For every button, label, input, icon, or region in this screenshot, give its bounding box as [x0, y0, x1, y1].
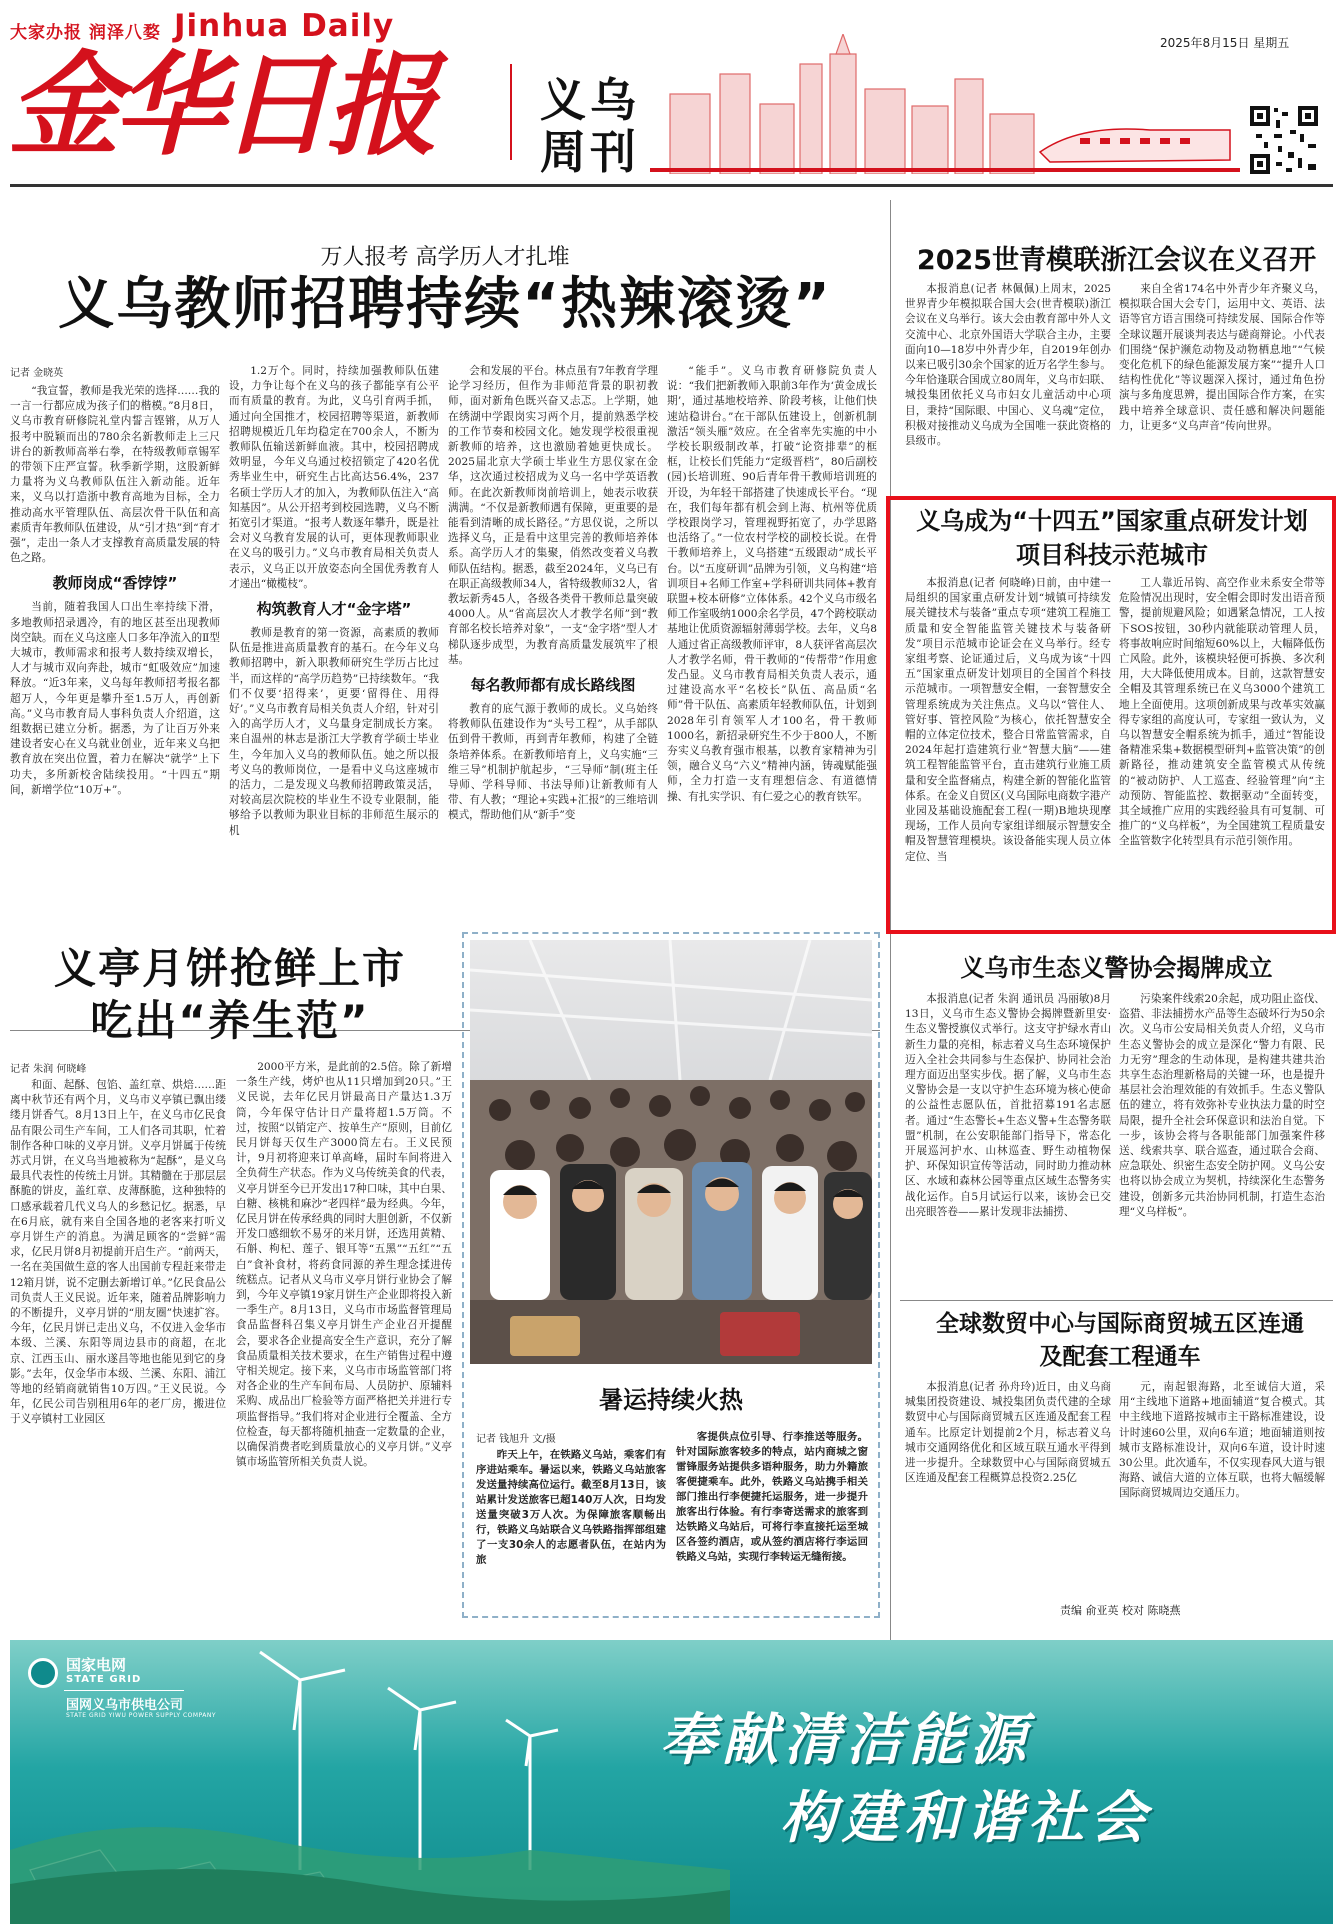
weekly-title-line2: 周刊 [540, 125, 640, 179]
eco-police-column-1 [905, 992, 1111, 1292]
masthead-english-name: Jinhua Daily [174, 8, 395, 44]
lead-subhead-3: 每名教师都有成长路线图 [470, 676, 636, 695]
ad-company-name-en: STATE GRID [66, 1674, 142, 1685]
city-skyline-illustration [650, 34, 1240, 174]
lead-col3b-text: 教育的底气源于教师的成长。义乌始终将教师队伍建设作为“头号工程”，从手部队伍到骨干教师，再到青年教师，构建了全链条培养体系。在新教师培育上，义乌实施“三维三导”机制护航起步，“三导师”制(班主任导师、学科导师、书法导师)让新教师有人带、有人教；“理论+实践+汇报”的三维培训模式，帮助他们从“新手”变 [448, 703, 658, 822]
eco-bottom-rule [900, 1300, 1333, 1301]
photo-col1-text: 昨天上午，在铁路义乌站，乘客们有序进站乘车。暑运以来，铁路义乌站旅客发送量持续高位运行。截至8月13日，该站累计发送旅客已超140万人次，日均发送量突破3万人次。为保障旅客顺畅出行，铁路义乌站联合义乌铁路指挥部组建了一支30余人的志愿者队伍，在站内为旅 [476, 1449, 666, 1566]
weekly-title-line1: 义乌 [540, 73, 640, 127]
ad-logo-divider [64, 1690, 184, 1691]
ad-branch-name: 国网义乌市供电公司 [66, 1698, 184, 1713]
eco-police-headline: 义乌市生态义警协会揭牌成立 [960, 954, 1273, 982]
youth-mun-col2-text: 来自全省174名中外青少年齐聚义乌，模拟联合国大会专门，运用中文、英语、法语等官方语言围绕可持续发展、国际合作等全球议题开展谈判表达与磋商辩论。小代表们围绕“保护濒危动物及动物栖息地”“气候变化危机下的绿色能源发展方案”“提升人口结构性优化”等议题深入探讨，通过角色扮演与多角度思辨，提出国际合作方案，在实践中培养全球意识、责任感和解决问题能力，让更多“义乌声音”传向世界。 [1119, 283, 1325, 432]
photo-col2-text: 客提供点位引导、行李推送等服务。针对国际旅客较多的特点，站内商城之窗雷锋服务站提供多语种服务，助力外籍旅客便捷乘车。此外，铁路义乌站携手相关部门推出行李便捷托运服务，进一步提升旅客出行体验。有行李寄送需求的旅客到达铁路义乌站后，可将行李直接托运至城区各签约酒店，或从签约酒店将行李运回铁路义乌站，实现行李转运无缝衔接。 [676, 1431, 868, 1563]
mooncake-col2-text: 2000平方米，是此前的2.5倍。除了新增一条生产线，烤炉也从11只增加到20只。”王义民说，去年亿民月饼最高日产量达1.3万筒，今年保守估计日产量将超1.5万筒。不过，按照“以销定产、按单生产”原则，目前亿民月饼每天仅生产3000筒左右。王义民预计，9月初将迎来订单高峰，届时车间将进入全负荷生产状态。作为义乌传统美食的代表，义亭月饼至今已开发出17种口味，其中白果、白糖、核桃和麻沙“老四样”最为经典。今年，亿民月饼在传承经典的同时大胆创新，不仅新开发口感细软不易牙的米月饼，还选用黄精、石斛、枸杞、莲子、银耳等“五黑”“五红”“五白”食补食材，将药食同源的养生理念揉进传统糕点。记者从义乌市义亭月饼行业协会了解到，今年义亭镇19家月饼生产企业即将投入新一季生产。8月13日，义乌市市场监督管理局食品监督科召集义亭月饼生产企业召开提醒会，要求各企业提高安全生产意识，充分了解食品质量相关技术要求，在生产销售过程中遵守相关规定。接下来，义乌市市场监管部门将对各企业的生产车间布局、人员防护、原辅料采购、成品出厂检验等方面严格把关并进行专项监督指导。”我们将对企业进行全覆盖、全方位检查，每天都将随机抽查一定数量的企业，以确保消费者吃到质量放心的义亭月饼。”义亭镇市场监管所相关负责人说。 [236, 1061, 452, 1469]
lead-byline: 记者 金晓英 [10, 368, 64, 379]
photo-column-2 [676, 1430, 868, 1614]
lead-headline: 义乌教师招聘持续“热辣滚烫” [58, 272, 832, 337]
photo-caption-title: 暑运持续火热 [599, 1386, 743, 1414]
trade-center-col2-text: 元，南起银海路，北至诚信大道，采用“主线地下道路+地面辅道”复合模式。其中主线地下道路按城市主干路标准建设，设计时速60公里，双向6车道；地面辅道则按城市支路标准设计，双向6车道，设计时速30公里。此次通车，不仅实现春风大道与银海路、诚信大道的立体互联，也将大幅缓解国际商贸城周边交通压力。 [1119, 1381, 1325, 1500]
lead-col2b-text: 教师是教育的第一资源，高素质的教师队伍是推进高质量教育的基石。在今年义乌教师招聘中，新入职教师研究生学历占比过半，而这样的“高学历趋势”已持续数年。“我们不仅要‘招得来’，更要‘留得住、用得好’。”义乌市教育局相关负责人介绍，针对引入的高学历人才，义乌量身定制成长方案。来自温州的林志是浙江大学教育学硕士毕业生，今年加入义乌的教师队伍。她之所以报考义乌的教师岗位，一是看中义乌这座城市的活力，二是发现义乌教师招聘政策灵活，对较高层次院校的毕业生不设专业限制，能够给予以教师为职业目标的非师范生展示的机 [229, 627, 439, 837]
mooncake-column-1 [10, 1078, 226, 1618]
trade-center-col1-text: 本报消息(记者 孙舟玲)近日，由义乌商城集团投资建设、城投集团负责代建的全球数贸中心与国际商贸城五区连通及配套工程通车。比原定计划提前2个月，标志着义乌城市交通网络优化和区域互联互通水平得到进一步提升。全球数贸中心与国际商贸城五区连通及配套工程概算总投资2.25亿 [905, 1381, 1111, 1485]
railway-station-crowd-photo [470, 940, 872, 1364]
tech-demo-col1-text: 本报消息(记者 何晓峰)日前，由中建一局组织的国家重点研发计划“城镇可持续发展关键技术与装备”重点专项“建筑工程施工质量和安全智能监管关键技术与装备研发”项目示范城市论证会在义乌举行。经专家组考察、论证通过后，义乌成为该“十四五”国家重点研发计划项目的全国首个科技示范城市。一项智慧安全帽，一套智慧安全管理系统成为关注焦点。义乌以“管住人、管好事、管控风险”为核心，依托智慧安全帽的立体定位技术，整合日常监管需求，自2024年起打造建筑行业“智慧大脑”——建筑工程智能监管平台，直击建筑行业施工质量和安全监督痛点，构建全新的智能化监管体系。在金义自贸区(义乌国际电商数字港产业园及基础设施配套工程(一期)B地块现摩现场，工作人员向专家组详细展示智慧安全帽及智慧管理模块。该设备能实现人员立体定位、当 [905, 577, 1111, 863]
youth-mun-headline: 2025世青模联浙江会议在义召开 [916, 245, 1317, 276]
youth-mun-col1-text: 本报消息(记者 林佩佩)上周末，2025世界青少年模拟联合国大会(世青模联)浙江会议在义乌举行。该大会由教育部中外人文交流中心、北京外国语大学联合主办，主要面向10—18岁中外青少年，自2019年创办以来已吸引30余个国家的近万名学生参与。今年恰逢联合国成立80周年，义乌市妇联、城投集团依托义乌市妇女儿童活动中心项目，秉持“国际眼、中国心、义乌魂”定位，积极对接推动义乌成为全国唯一获此资格的县级市。 [905, 283, 1111, 448]
state-grid-ad-banner [10, 1640, 1333, 1924]
mooncake-headline-line2: 吃出“养生范” [90, 996, 370, 1045]
youth-mun-column-2 [1119, 282, 1325, 492]
masthead-logo: 金华日报 [8, 40, 432, 171]
eco-police-col2-text: 污染案件线索20余起，成功阻止盗伐、盗猎、非法捕捞水产品等生态破坏行为50余次。义乌市公安局相关负责人介绍，义乌市生态义警协会的成立是深化“警力有限、民力无穷”理念的生动体现，是构建共建共治共享生态治理新格局的关键一环，也是提升基层社会治理效能的有效抓手。生态义警队伍的建立，将有效弥补专业执法力量的时空局限，提升全社会环保意识和法治自觉。下一步，该协会将与各职能部门加强案件移送、线索共享、联合巡查，通过联合会商、应急联处、织密生态安全防护网。义乌公安也将以协会成立为契机，持续深化生态警务建设，创新多元共治协同机制，打造生态治理“义乌样板”。 [1119, 993, 1325, 1218]
lead-column-2 [229, 364, 439, 1020]
tech-demo-headline: 义乌成为“十四五”国家重点研发计划项目科技示范城市 [916, 507, 1308, 569]
photo-byline: 记者 钱旭升 文/摄 [476, 1434, 556, 1445]
mooncake-col1-text: 和面、起酥、包馅、盖红章、烘焙……距离中秋节还有两个月，义乌市义亭镇已飘出缕缕月饼香气。8月13日上午，在义乌市亿民食品有限公司生产车间，工人们各司其职，忙着制作各种口味的义亭月饼。义亭月饼属于传统苏式月饼，在义乌当地被称为“起酥”，是义乌最具代表性的传统土月饼。其精髓在于那层层酥脆的饼皮，盖红章、皮薄酥脆，这种独特的口感承载着几代义乌人的乡愁记忆。据悉，早在6月底，就有来自全国各地的老客来打听义亭月饼生产的消息。为满足顾客的“尝鲜”需求，亿民月饼8月初提前开启生产。“前两天，一名在美国做生意的客人出国前专程赶来带走12箱月饼，说不定删去新增订单。”亿民食品公司负责人王义民说。近年来，随着品牌影响力的不断提升，义亭月饼的“朋友圈”快速扩容。今年，亿民月饼已走出义乌，不仅进入金华市本级、兰溪、东阳等周边县市的商超，在北京、江西玉山、丽水遂昌等地也能见到它的身影。”去年，仅金华市本级、兰溪、东阳、浦江等地的经销商就销售10万四。”王义民说。今年，亿民公司告别租用6年的老厂房，搬进位于义亭镇村工业园区 [10, 1079, 226, 1426]
ad-branch-name-en: STATE GRID YIWU POWER SUPPLY COMPANY [66, 1712, 217, 1719]
eco-police-col1-text: 本报消息(记者 朱润 通讯员 冯丽敏)8月13日，义乌市生态义警协会揭牌暨新里安·生态义警授旗仪式举行。这支守护绿水青山新生力量的亮相，标志着义乌生态环境保护迈入全社会共同参与生态保护、协同社会治理方面迈出坚实步伐。据了解，义乌市生态义警协会是一支以守护生态环境为核心使命的公益性志愿队伍，首批招募191名志愿者。通过“生态警长+生态义警+生态警务联盟”机制，在公安职能部门指导下，常态化开展巡河护水、山林巡查、野生动植物保护、环保知识宣传等活动，同时助力推动林区、水域和森林公园等重点区域生态警务实战化运作。自5月试运行以来，该协会已交出亮眼答卷——累计发现非法捕捞、 [905, 993, 1111, 1218]
lead-col1b-text: 当前，随着我国人口出生率持续下滑，多地教师招录遇冷，有的地区甚至出现教师岗空缺。而在义乌这座人口多年净流入的Ⅱ型大城市，教师需求和报考人数持续双增长，人才与城市双向奔赴，城市“虹吸效应”加速释放。“近3年来，义乌每年教师招考报名都超万人，今年更是攀升至1.5万人，再创新高。”义乌市教育局人事科负责人介绍道，这组数据已建立分析。据悉，为了让百万外来建设者安心在义乌就业创业，近年来义乌把教育放在突出位置，着力在解决“就学”上下功夫，多所新校舍陆续投用。“十四五”期间，新增学位“10万+”。 [10, 601, 220, 796]
ad-slogan-line2: 构建和谐社会 [780, 1786, 1152, 1851]
eco-police-column-2 [1119, 992, 1325, 1292]
masthead-rule [10, 184, 1333, 187]
lead-column-1 [10, 384, 220, 1020]
tech-demo-col2-text: 工人靠近吊钩、高空作业未系安全带等危险情况出现时，安全帽会即时发出语音预警，提前规避风险；如遇紧急情况，工人按下SOS按钮，30秒内就能联动管理人员，将事故响应时间缩短60%以上，大幅降低伤亡风险。此外，该模块轻便可拆换、多次利用，大大降低使用成本。目前，这款智慧安全帽及其管理系统已在义乌3000个建筑工地上全面使用。这项创新成果与改革实效赢得专家组的高度认可，专家组一致认为，义乌以智慧安全帽系统为抓手，通过“智能设备精准采集+数据模型研判+监管决策”的创新路径，推动建筑安全监管模式从传统的“被动防护、人工巡查、经验管理”向“主动预防、智能监控、数据驱动”全面转变，其全域推广应用的实践经验具有可复制、可推广的“义乌样板”，为全国建筑工程质量安全监管数字化转型具有示范引领作用。 [1119, 577, 1325, 848]
tech-demo-column-1 [905, 576, 1111, 926]
state-grid-logo-icon [28, 1658, 58, 1688]
lead-col4-text: “能手”。义乌市教育研修院负责人说：“我们把新教师入职前3年作为‘黄金成长期’，通过基地校培养、阶段考核，让他们快速站稳讲台。”在干部队伍建设上，创新机制激活“领头雁”效应。在全省率先实施的中小学校长职级制改革，打破“论资排辈”的框框，让校长们凭能力“定级晋档”，80后副校(园)长培训班、90后青年骨干教师培训班的开设，为年轻干部搭建了快速成长平台。“现在，我们每年都有机会到上海、杭州等优质学校跟岗学习，管理视野拓宽了，办学思路也活络了。”一位农村学校的副校长说。在骨干教师培养上，义乌搭建“五级跟动”成长平台。以“五度研训”品牌为引领，义乌构建“培训项目+名师工作室+学科研训共同体+教育联盟+校本研修”立体体系。42个义乌市级名师工作室吸纳1000余名学员，47个跨校联动基地让优质资源辐射薄弱学校。去年，义乌8人通过省正高级教师评审，8人获评省高层次人才教学名师，骨干教师的“传帮带”作用愈发凸显。义乌市教育局相关负责人表示，通过建设高水平“名校长”队伍、高品质“名师”骨干队伍、高素质年轻教师队伍，计划到2028年引育领军人才100名，骨干教师1000名，新招录研究生不少于800人，不断夯实义乌教育强市根基，以教育家精神为引领，融合义乌“六义”精神内涵，铸魂赋能强师，全力打造一支有理想信念、有道德情操、有扎实学识、有仁爱之心的教育铁军。 [667, 365, 877, 803]
lead-kicker: 万人报考 高学历人才扎堆 [320, 245, 570, 270]
qr-code-icon [1248, 104, 1320, 176]
photo-column-1 [476, 1448, 666, 1614]
trade-center-column-1 [905, 1380, 1111, 1566]
lead-column-3 [448, 364, 658, 1020]
lead-subhead-2: 构筑教育人才“金字塔” [256, 600, 412, 619]
youth-mun-column-1 [905, 282, 1111, 492]
mooncake-byline: 记者 朱润 何晓峰 [10, 1064, 87, 1075]
lead-col2-text: 1.2万个。同时，持续加强教师队伍建设，力争让每个在义乌的孩子都能享有公平而有质量的教育。为此，义乌引育两手抓，通过向全国推才，校园招聘等渠道，新教师招聘规模近几年均稳定在700余人，不断为教师队伍输送新鲜血液。其中，校园招聘成效明显，今年义乌通过校招锁定了420名优秀毕业生中，研究生占比高达56.4%，237名硕士学历人才的加入，为教师队伍注入“高知基因”。从公开招考到校园选聘，义乌不断拓宽引才渠道。“报考人数逐年攀升，既是社会对义乌教育发展的认可，更体现教师职业在义乌的吸引力。”义乌市教育局相关负责人表示，义乌正以开放姿态向全国优秀教育人才递出“橄榄枝”。 [229, 365, 439, 590]
lead-column-4 [667, 364, 877, 1020]
mooncake-headline-line1: 义亭月饼抢鲜上市 [53, 944, 406, 993]
ad-slogan-line1: 奉献清洁能源 [660, 1708, 1032, 1773]
masthead-divider [510, 64, 512, 160]
page-editors: 责编 俞亚英 校对 陈晓燕 [1060, 1604, 1181, 1617]
mooncake-column-2 [236, 1060, 452, 1618]
trade-center-headline: 全球数贸中心与国际商贸城五区连通及配套工程通车 [936, 1311, 1304, 1370]
lead-col1-text: “我宣誓，教师是我光荣的选择……我的一言一行都应成为孩子们的楷模。”8月8日，义乌市教育研修院礼堂内誓言铿锵，从万人报考中脱颖而出的780余名新教师走上三尺讲台的新教师高举右拳，在特级教师章锡军的带领下庄严宣誓。秋季新学期，这股新鲜力量将为义乌教师队伍注入新动能。近年来，义乌以打造浙中教育高地为目标，全力推动高水平管理队伍、高层次骨干队伍和高素质青年教师队伍建设，从“引才热”到“育才强”，走出一条人才支撑教育高质量发展的特色之路。 [10, 385, 220, 565]
ad-company-name-cn: 国家电网 [66, 1656, 127, 1674]
tech-demo-column-2 [1119, 576, 1325, 926]
trade-center-column-2 [1119, 1380, 1325, 1566]
lead-col3-text: 会和发展的平台。林点虽有7年教育学理论学习经历，但作为非师范背景的职初教师，面对新角色既兴奋又忐忑。上学期，她在绣湖中学跟岗实习两个月，提前熟悉学校的工作节奏和校园文化。她发现学校很重视新教师的培养，这也激励着她更快成长。2025届北京大学硕士毕业生方思仪家在金华，这次通过校招成为义乌一名中学英语教师。在此次新教师岗前培训上，她表示收获满满。“不仅是新教师遇有保障，更重要的是能看到清晰的成长路径。”方思仪说，之所以选择义乌，正是看中这里完善的教师培养体系。高学历人才的集聚，俏然改变着义乌教师队伍结构。据悉，截至2024年，义乌已有在职正高级教师34人，省特级教师32人，省教坛新秀45人，各级各类骨干教师总量突破4000人。从“省高层次人才教学名师”到“教育部名校长培养对象”，一支“金字塔”型人才梯队逐步成型，为教育高质量发展筑牢了根基。 [448, 365, 658, 666]
lead-subhead-1: 教师岗成“香饽饽” [52, 574, 178, 593]
issue-date: 2025年8月15日 星期五 [1160, 36, 1290, 50]
masthead-slogan: 大家办报 润泽八婺 [10, 23, 161, 43]
